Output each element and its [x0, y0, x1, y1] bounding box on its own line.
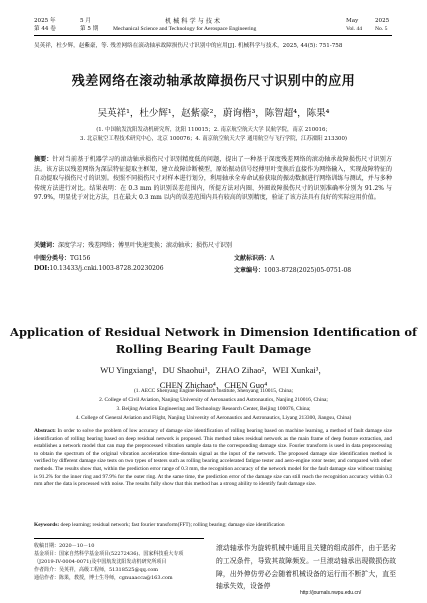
header-issue-left: 第 5 期	[80, 26, 99, 32]
cn-abstract-text: 针对当前基于机器学习的滚动轴承损伤尺寸识别精度低的问题，提出了一种基于深度残差网络的滚动轴承故障损伤尺寸识别方法。该方法以残差网络为深层特征提取主框架，建立故障诊断模型，原始振动信号经傅里叶变换后直接作为网络输入，实现故障特征的自动提取与损伤尺寸的识别。按照不同损伤尺寸对样本进行划分，利用轴承全寿命试验获取的振动数据进行网络训练与测试，并与多种传统方法进行对比。结果表明：在 0.3 mm 的识别误差范围内，所提方法对内圈、外圈故障损伤尺寸的识别准确率分别为 91.2% 与 97.9%，明显优于对比方法，且在最大 0.3 mm 以内的误差范围内具有较高的识别精度，验证了该方法具有良好的实际应用价值。	[34, 156, 392, 201]
footnote-received: 收稿日期：2020－10－10	[34, 543, 95, 549]
header-issue-right: No. 5	[375, 26, 388, 32]
cn-authors: 吴英祥¹，杜少辉¹，赵紫豪²，蔚询楷³，陈智超⁴，陈果⁴	[97, 108, 330, 119]
header-month-left: 5 月	[80, 18, 91, 24]
article-no-label: 文章编号：	[234, 267, 265, 274]
article-number	[234, 265, 351, 274]
en-affiliation-1: (1. AECC Shenyang Engine Research Institute, Shenyang 110015, China;	[134, 388, 293, 394]
cn-abstract	[34, 155, 392, 203]
en-affiliation-3: 3. Beijing Aviation Engineering and Technology Research Center, Beijing 100076, China;	[116, 406, 311, 412]
journal-url[interactable]: http://journals.nwpu.edu.cn/	[300, 590, 362, 596]
header-volume-right: Vol. 44	[346, 26, 363, 32]
cn-affiliation-1: (1. 中国航发沈阳发动机研究所，沈阳 110015；2. 南京航空航天大学 民航学院，南京 210016；	[96, 127, 331, 133]
en-authors-line-2: CHEN Zhichao⁴，CHEN Guo⁴	[159, 380, 268, 390]
en-title	[0, 324, 427, 358]
en-authors-line-1: WU Yingxiang¹，DU Shaohui¹，ZHAO Zihao²，WEI Xunkai³，	[100, 365, 327, 375]
footnote-corresponding: 通信作者：陈果，教授，博士生导师，cgnuaacca@163.com	[34, 575, 173, 581]
document-code	[234, 253, 274, 262]
body-intro-text: 滚动轴承作为旋转机械中通用且关键的组成部件，由于恶劣的工况条件，导致其故障频发。一旦滚动轴承出现微损伤故障，出外伸仿劳必会随着机械设备的运行而不断扩大，直至轴承失效，设备停	[216, 544, 396, 591]
clc-label: 中图分类号：	[34, 255, 71, 262]
header-volume-left: 第 44 卷	[34, 26, 56, 32]
cn-keywords-text: 深度学习；残差网络；傅里叶快速变换；滚动轴承；损伤尺寸识别	[58, 242, 233, 249]
citation: 吴英祥，杜少辉，赵紫豪，等. 残差网络在滚动轴承故障损伤尺寸识别中的应用[J]. 机械科学与技术，2025, 44(5): 751-758	[34, 43, 343, 49]
article-no-value: 1003-8728(2025)05-0751-08	[264, 267, 352, 274]
en-affiliation-2: 2. College of Civil Aviation, Nanjing University of Aeronautics and Astronautics, Nanjing 210016, China;	[99, 397, 328, 403]
header-journal-cn: 机 械 科 学 与 技 术	[165, 18, 221, 25]
footnote-funding-1: 基金项目：国家自然科学基金项目(52272436)、国家科技重大专项	[34, 551, 184, 557]
en-title-line-1: Application of Residual Network in Dimension Identification of	[10, 325, 417, 339]
cn-affiliation-2: 3. 北京航空工程技术研究中心，北京 100076；4. 南京航空航天大学 通用航空与飞行学院，江苏溧阳 213300)	[80, 136, 347, 142]
en-keywords-text: deep learning; residual network; fast fourier transform(FFT); rolling bearing; damage size identification	[60, 522, 285, 528]
cn-keywords-label: 关键词：	[34, 242, 59, 249]
en-keywords-label: Keywords:	[34, 522, 60, 528]
header-year-right: 2025	[375, 18, 390, 24]
en-affiliation-4: 4. College of General Aviation and Flight, Nanjing University of Aeronautics and Astronautics, Liyang 213300, Jiangsu, China)	[75, 415, 352, 421]
en-authors	[0, 364, 427, 391]
cn-title: 残差网络在滚动轴承故障损伤尺寸识别中的应用	[71, 74, 356, 89]
doi-label: DOI:	[34, 265, 50, 272]
clc-value: TG156	[70, 255, 91, 262]
en-abstract-label: Abstract:	[34, 428, 56, 434]
en-title-line-2: Rolling Bearing Fault Damage	[115, 342, 312, 356]
en-keywords	[34, 522, 285, 528]
en-abstract-text: In order to solve the problem of low accuracy of damage size identification of rolling bearing based on machine learning, a method of fault damage size identification of rolling bearing based on deep residual network is proposed. This method takes residual network as the main frame of deep feature extraction, and establishes a network model that can map the preprocessed vibration sample data to the corresponding damage size. Fourier transform is used in data preprocessing to obtain the spectrum of the original vibration acceleration time-domain signal as the input of the network. The proposed damage size identification method is verified by different damage size tests on two types of testers such as rolling bearing accelerated fatigue tester and aero-engine rotor tester, and compared with other methods. The results show that, within the prediction error range of 0.3 mm, the recognition accuracy of the network model for the fault damage size without training is 91.2% for the inner ring and 97.9% for the outer ring. At the same time, the prediction error of the damage size can still reach the recognition accuracy within 0.3 mm after the data is processed with noise. The results fully show that this method has a strong ability to identify fault damage size.	[34, 428, 392, 488]
cn-keywords	[34, 240, 232, 249]
doc-code-label: 文献标识码：	[234, 255, 271, 262]
en-abstract	[34, 428, 392, 489]
clc-number	[34, 253, 90, 262]
doi-value: 10.13433/j.cnki.1003-8728.20230206	[49, 265, 164, 272]
footnote-rule	[34, 538, 204, 539]
header-month-right: May	[346, 18, 359, 24]
doi	[34, 265, 164, 272]
footnote-author: 作者简介：吴英祥，高级工程师，51318525@qq.com	[34, 567, 158, 573]
header-rule	[34, 35, 392, 36]
header-year-left: 2025 年	[34, 18, 56, 24]
cn-abstract-label: 摘要：	[34, 156, 53, 163]
footnote-funding-2: （J2019-IV-0004-0071)及中国航发沈阳发动机研究所项目	[34, 559, 167, 565]
header-journal-en: Mechanical Science and Technology for Aerospace Engineering	[113, 26, 257, 32]
doc-code-value: A	[270, 255, 275, 262]
